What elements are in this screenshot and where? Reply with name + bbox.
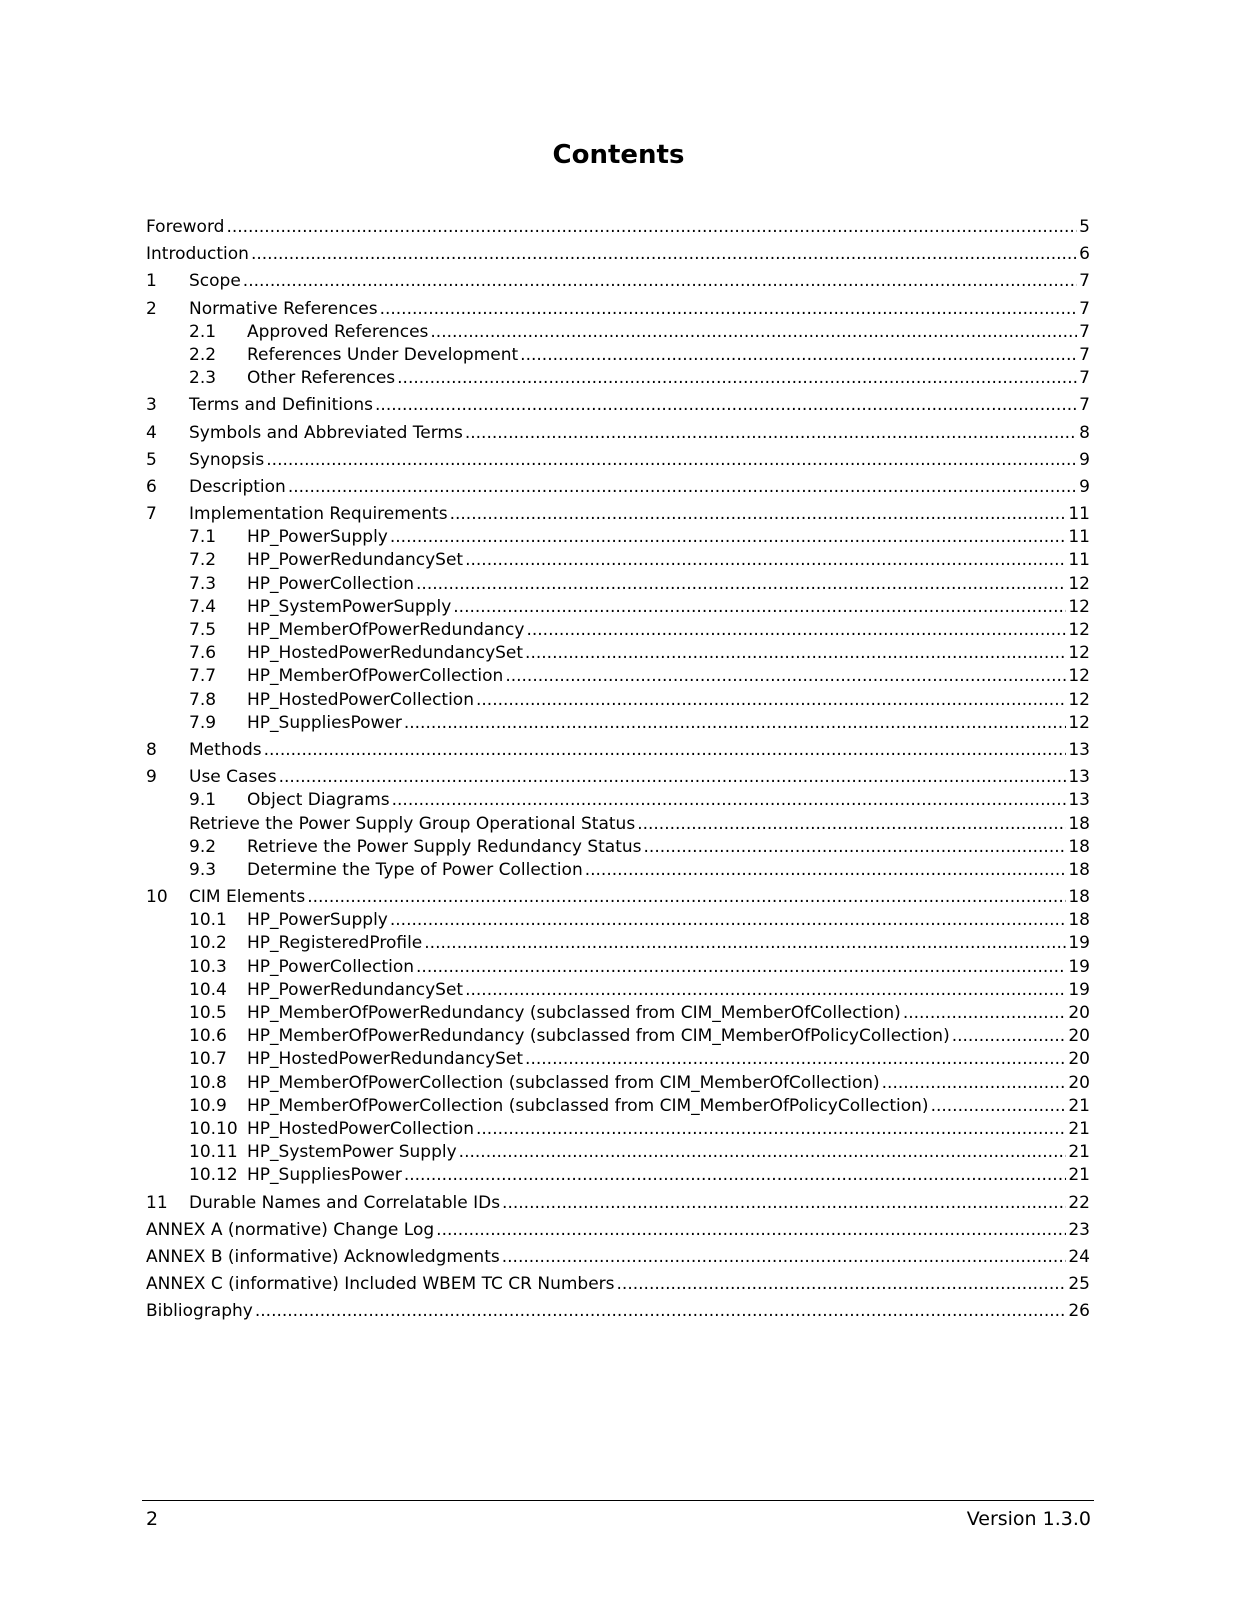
- toc-entry[interactable]: [146, 619, 1090, 642]
- toc-dot-leader: [392, 789, 1067, 812]
- toc-entry-title: Foreword: [146, 217, 225, 237]
- toc-entry-page: 18: [1068, 887, 1090, 908]
- toc-entry-page: 24: [1068, 1246, 1090, 1267]
- toc-entry-title: HP_PowerCollection: [247, 573, 415, 594]
- toc-entry-title: Approved References: [247, 321, 429, 342]
- toc-entry-number: 10.5: [189, 1003, 227, 1023]
- toc-entry-title: HP_PowerSupply: [247, 527, 388, 548]
- toc-entry-title: CIM Elements: [189, 887, 306, 908]
- toc-entry-number: 2.1: [189, 321, 217, 342]
- footer-page-number: 2: [146, 1508, 159, 1530]
- toc-entry[interactable]: [146, 394, 1090, 417]
- toc-dot-leader: [644, 836, 1067, 859]
- toc-entry-page: 12: [1068, 596, 1090, 617]
- toc-entry-page: 12: [1068, 689, 1090, 710]
- toc-entry-title: Retrieve the Power Supply Redundancy Status: [247, 836, 642, 857]
- toc-dot-leader: [502, 1192, 1066, 1215]
- toc-entry-page: 20: [1068, 1049, 1090, 1070]
- toc-entry[interactable]: [146, 503, 1090, 526]
- toc-entry-page: 18: [1068, 836, 1090, 857]
- toc-entry[interactable]: [146, 243, 1090, 266]
- toc-entry-number: 10.12: [189, 1165, 238, 1186]
- toc-entry[interactable]: [146, 1025, 1090, 1048]
- toc-dot-leader: [264, 739, 1067, 762]
- toc-entry[interactable]: [146, 476, 1090, 499]
- toc-entry-number: 7.8: [189, 689, 217, 710]
- toc-entry[interactable]: [146, 1300, 1090, 1323]
- toc-dot-leader: [637, 813, 1066, 836]
- toc-entry-number: 7.4: [189, 596, 217, 617]
- toc-entry-number: 2.3: [189, 368, 217, 389]
- toc-entry[interactable]: [146, 216, 1090, 239]
- toc-entry[interactable]: [146, 596, 1090, 619]
- toc-entry-page: 12: [1068, 666, 1090, 687]
- toc-entry-page: 18: [1068, 859, 1090, 880]
- toc-entry[interactable]: [146, 321, 1090, 344]
- toc-entry-page: 19: [1068, 956, 1090, 977]
- toc-entry-number: 10.4: [189, 979, 227, 1000]
- toc-entry[interactable]: [146, 836, 1090, 859]
- toc-entry-page: 12: [1068, 573, 1090, 594]
- toc-entry[interactable]: [146, 665, 1090, 688]
- toc-entry-number: 1: [146, 271, 157, 292]
- toc-entry-title: ANNEX A (normative) Change Log: [146, 1219, 435, 1240]
- toc-entry[interactable]: [146, 449, 1090, 472]
- toc-entry-title: Normative References: [189, 298, 378, 319]
- toc-entry-number: 10.8: [189, 1072, 227, 1093]
- toc-entry[interactable]: [146, 689, 1090, 712]
- toc-entry-page: 9: [1079, 449, 1090, 470]
- toc-entry[interactable]: [146, 1048, 1090, 1071]
- toc-entry[interactable]: [146, 766, 1090, 789]
- toc-dot-leader: [243, 270, 1077, 293]
- toc-entry-number: 7.3: [189, 573, 217, 594]
- toc-entry-page: 13: [1068, 739, 1090, 760]
- toc-dot-leader: [307, 886, 1066, 909]
- toc-entry-title: ANNEX C (informative) Included WBEM TC CR Numbers: [146, 1274, 615, 1295]
- toc-dot-leader: [476, 689, 1066, 712]
- toc-dot-leader: [424, 932, 1066, 955]
- toc-entry-page: 21: [1068, 1165, 1090, 1186]
- toc-entry-page: 18: [1068, 813, 1090, 834]
- toc-entry-title: Methods: [189, 739, 262, 760]
- toc-entry[interactable]: [146, 1164, 1090, 1187]
- toc-entry-number: 10.1: [189, 910, 227, 931]
- toc-entry-title: Determine the Type of Power Collection: [247, 859, 583, 880]
- toc-entry-number: 2.2: [189, 344, 217, 365]
- toc-entry-title: HP_SuppliesPower: [247, 1165, 402, 1186]
- toc-entry[interactable]: [146, 549, 1090, 572]
- toc-dot-leader: [450, 503, 1067, 526]
- toc-dot-leader: [266, 449, 1077, 472]
- toc-entry-number: 9.3: [189, 859, 217, 880]
- toc-entry[interactable]: [146, 859, 1090, 882]
- toc-dot-leader: [903, 1002, 1067, 1025]
- toc-entry-title: HP_HostedPowerCollection: [247, 689, 474, 710]
- toc-dot-leader: [436, 1219, 1066, 1242]
- toc-entry-title: HP_SystemPowerSupply: [247, 596, 452, 617]
- toc-dot-leader: [459, 1141, 1067, 1164]
- toc-dot-leader: [380, 298, 1078, 321]
- toc-entry-page: 26: [1068, 1301, 1090, 1322]
- toc-entry[interactable]: [146, 1219, 1090, 1242]
- toc-entry-page: 7: [1079, 395, 1090, 416]
- toc-entry-page: 5: [1079, 217, 1090, 237]
- toc-entry-page: 13: [1068, 790, 1090, 811]
- toc-dot-leader: [453, 596, 1066, 619]
- toc-entry-title: References Under Development: [247, 344, 519, 365]
- toc-entry-number: 10.3: [189, 956, 227, 977]
- toc-entry-number: 7.2: [189, 550, 217, 571]
- toc-entry[interactable]: [146, 1192, 1090, 1215]
- toc-entry-number: 10.9: [189, 1095, 227, 1116]
- toc-entry-page: 7: [1079, 321, 1090, 342]
- toc-entry[interactable]: [146, 1072, 1090, 1095]
- toc-entry-title: Other References: [247, 368, 396, 389]
- toc-entry-page: 12: [1068, 620, 1090, 640]
- toc-entry-title: HP_SystemPower Supply: [247, 1142, 457, 1163]
- toc-dot-leader: [952, 1025, 1067, 1048]
- toc-entry-page: 13: [1068, 767, 1090, 788]
- toc-entry-page: 7: [1079, 271, 1090, 292]
- table-of-contents: [146, 216, 1090, 1323]
- toc-entry-title: HP_PowerRedundancySet: [247, 979, 464, 1000]
- toc-entry-number: 7.1: [189, 527, 217, 548]
- toc-entry[interactable]: [146, 298, 1090, 321]
- toc-entry-title: Symbols and Abbreviated Terms: [189, 422, 463, 443]
- toc-dot-leader: [585, 859, 1067, 882]
- toc-dot-leader: [882, 1072, 1067, 1095]
- toc-dot-leader: [255, 1300, 1067, 1323]
- toc-entry-title: Object Diagrams: [247, 790, 390, 811]
- toc-dot-leader: [404, 712, 1067, 735]
- toc-entry-page: 11: [1068, 504, 1090, 525]
- toc-dot-leader: [465, 979, 1066, 1002]
- toc-entry-title: HP_PowerCollection: [247, 956, 415, 977]
- toc-entry[interactable]: [146, 1273, 1090, 1296]
- toc-entry[interactable]: [146, 886, 1090, 909]
- toc-dot-leader: [390, 526, 1066, 549]
- toc-dot-leader: [617, 1273, 1067, 1296]
- toc-entry-page: 18: [1068, 910, 1090, 931]
- toc-entry-title: HP_HostedPowerRedundancySet: [247, 643, 524, 664]
- toc-entry-title: HP_MemberOfPowerRedundancy (subclassed from CIM_MemberOfPolicyCollection): [247, 1026, 950, 1047]
- toc-entry-title: HP_MemberOfPowerRedundancy: [247, 620, 525, 640]
- toc-entry[interactable]: [146, 422, 1090, 445]
- toc-entry-number: 10.2: [189, 933, 227, 954]
- toc-entry-title: HP_MemberOfPowerCollection (subclassed from CIM_MemberOfPolicyCollection): [247, 1095, 929, 1116]
- toc-entry-number: 7.5: [189, 620, 217, 640]
- toc-entry[interactable]: [146, 367, 1090, 390]
- toc-entry-number: 9.1: [189, 790, 217, 811]
- toc-entry[interactable]: [146, 1095, 1090, 1118]
- toc-entry-page: 19: [1068, 979, 1090, 1000]
- toc-entry-number: 10.11: [189, 1142, 238, 1163]
- toc-entry-page: 9: [1079, 476, 1090, 497]
- page-title: Contents: [552, 140, 685, 170]
- toc-entry-number: 11: [146, 1192, 168, 1213]
- toc-dot-leader: [397, 367, 1077, 390]
- toc-entry-title: HP_PowerSupply: [247, 910, 388, 931]
- toc-entry-title: HP_HostedPowerRedundancySet: [247, 1049, 524, 1070]
- toc-entry[interactable]: [146, 573, 1090, 596]
- toc-entry-title: Retrieve the Power Supply Group Operational Status: [189, 813, 636, 834]
- toc-entry[interactable]: [146, 979, 1090, 1002]
- toc-entry-page: 7: [1079, 368, 1090, 389]
- toc-dot-leader: [226, 216, 1077, 239]
- toc-entry-number: 4: [146, 422, 157, 443]
- toc-entry[interactable]: [146, 270, 1090, 293]
- toc-entry-number: 3: [146, 395, 157, 416]
- toc-entry-number: 10.7: [189, 1049, 227, 1070]
- toc-entry-title: Bibliography: [146, 1301, 253, 1322]
- toc-entry-number: 5: [146, 449, 157, 470]
- toc-dot-leader: [251, 243, 1077, 266]
- toc-entry-title: Durable Names and Correlatable IDs: [189, 1192, 501, 1213]
- toc-entry-title: HP_MemberOfPowerCollection (subclassed from CIM_MemberOfCollection): [247, 1072, 880, 1093]
- toc-entry-page: 21: [1068, 1118, 1090, 1139]
- toc-entry-page: 23: [1068, 1219, 1090, 1240]
- toc-entry[interactable]: [146, 712, 1090, 735]
- toc-entry-page: 20: [1068, 1003, 1090, 1023]
- toc-entry-number: 7.7: [189, 666, 217, 687]
- toc-dot-leader: [520, 344, 1077, 367]
- toc-entry[interactable]: [146, 813, 1090, 836]
- toc-entry[interactable]: [146, 789, 1090, 812]
- footer-version: Version 1.3.0: [966, 1508, 1091, 1530]
- toc-entry-title: Synopsis: [189, 449, 265, 470]
- toc-entry-title: HP_SuppliesPower: [247, 712, 402, 733]
- toc-dot-leader: [465, 549, 1066, 572]
- toc-entry-number: 10.10: [189, 1118, 238, 1139]
- toc-entry-number: 7.9: [189, 712, 217, 733]
- toc-entry-page: 8: [1079, 422, 1090, 443]
- toc-entry-number: 9: [146, 767, 157, 788]
- toc-entry-number: 2: [146, 298, 157, 319]
- toc-entry[interactable]: [146, 642, 1090, 665]
- toc-entry[interactable]: [146, 1141, 1090, 1164]
- footer-divider: [142, 1500, 1094, 1501]
- toc-dot-leader: [476, 1118, 1066, 1141]
- toc-dot-leader: [390, 909, 1066, 932]
- toc-entry[interactable]: [146, 739, 1090, 762]
- toc-entry-title: HP_HostedPowerCollection: [247, 1118, 474, 1139]
- toc-entry-title: HP_MemberOfPowerCollection: [247, 666, 504, 687]
- toc-entry-title: Use Cases: [189, 767, 277, 788]
- toc-dot-leader: [404, 1164, 1067, 1187]
- toc-entry-title: Introduction: [146, 244, 249, 265]
- toc-entry[interactable]: [146, 956, 1090, 979]
- toc-dot-leader: [525, 1048, 1066, 1071]
- toc-entry[interactable]: [146, 909, 1090, 932]
- toc-entry-page: 6: [1079, 244, 1090, 265]
- toc-entry-page: 21: [1068, 1142, 1090, 1163]
- toc-entry-page: 25: [1068, 1274, 1090, 1295]
- toc-entry-title: Implementation Requirements: [189, 504, 448, 525]
- toc-entry-number: 6: [146, 476, 157, 497]
- toc-dot-leader: [416, 573, 1066, 596]
- toc-entry-page: 12: [1068, 712, 1090, 733]
- toc-entry-page: 11: [1068, 550, 1090, 571]
- toc-entry[interactable]: [146, 344, 1090, 367]
- toc-entry-title: Terms and Definitions: [189, 395, 374, 416]
- toc-dot-leader: [279, 766, 1067, 789]
- toc-dot-leader: [416, 956, 1066, 979]
- toc-entry[interactable]: [146, 1002, 1090, 1025]
- toc-dot-leader: [526, 619, 1066, 642]
- toc-dot-leader: [502, 1246, 1067, 1269]
- toc-entry-number: 8: [146, 739, 157, 760]
- toc-entry-page: 11: [1068, 527, 1090, 548]
- toc-entry-title: HP_RegisteredProfile: [247, 933, 423, 954]
- toc-dot-leader: [505, 665, 1066, 688]
- toc-entry-page: 7: [1079, 298, 1090, 319]
- toc-entry-number: 7: [146, 504, 157, 525]
- toc-dot-leader: [288, 476, 1077, 499]
- toc-entry-title: ANNEX B (informative) Acknowledgments: [146, 1246, 500, 1267]
- toc-entry-page: 12: [1068, 643, 1090, 664]
- toc-dot-leader: [465, 422, 1077, 445]
- toc-dot-leader: [375, 394, 1077, 417]
- toc-dot-leader: [931, 1095, 1067, 1118]
- toc-entry-title: Description: [189, 476, 286, 497]
- toc-entry-page: 20: [1068, 1026, 1090, 1047]
- toc-entry-page: 7: [1079, 344, 1090, 365]
- toc-entry-title: Scope: [189, 271, 241, 292]
- toc-entry[interactable]: [146, 1118, 1090, 1141]
- toc-entry-number: 10: [146, 887, 168, 908]
- toc-dot-leader: [430, 321, 1077, 344]
- toc-entry-title: HP_PowerRedundancySet: [247, 550, 464, 571]
- toc-entry[interactable]: [146, 932, 1090, 955]
- toc-entry-page: 22: [1068, 1192, 1090, 1213]
- toc-entry-number: 10.6: [189, 1026, 227, 1047]
- toc-entry-title: HP_MemberOfPowerRedundancy (subclassed from CIM_MemberOfCollection): [247, 1003, 901, 1023]
- toc-entry[interactable]: [146, 526, 1090, 549]
- toc-entry-page: 20: [1068, 1072, 1090, 1093]
- toc-entry-page: 21: [1068, 1095, 1090, 1116]
- toc-entry-number: 9.2: [189, 836, 217, 857]
- toc-entry-page: 19: [1068, 933, 1090, 954]
- toc-dot-leader: [525, 642, 1066, 665]
- toc-entry[interactable]: [146, 1246, 1090, 1269]
- toc-entry-number: 7.6: [189, 643, 217, 664]
